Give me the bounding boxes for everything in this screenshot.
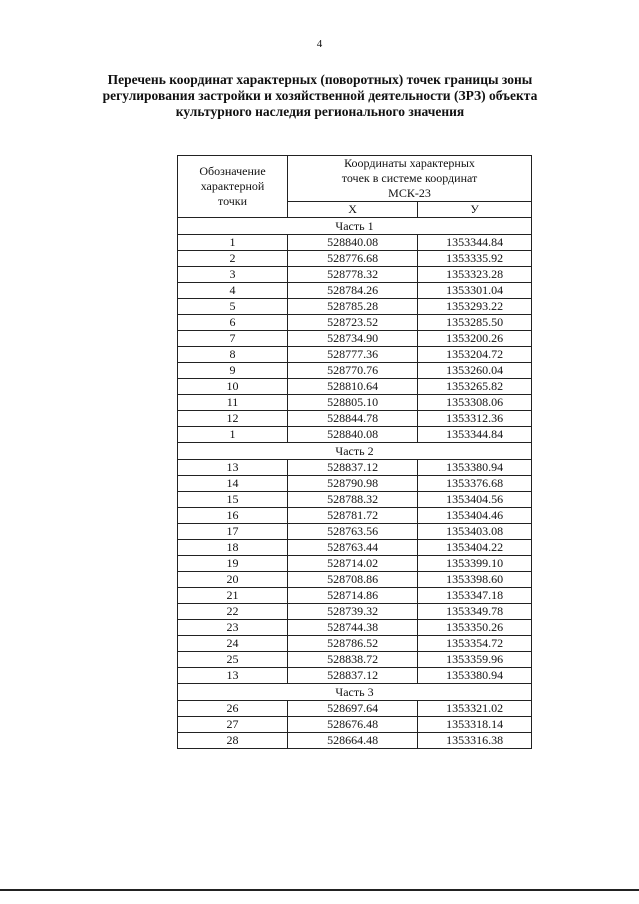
- y-cell: 1353335.92: [418, 251, 532, 267]
- table-row: [178, 379, 532, 395]
- y-cell: 1353404.22: [418, 540, 532, 556]
- x-cell: 528744.38: [288, 620, 418, 636]
- page-number: 4: [316, 38, 323, 50]
- table-row: [178, 476, 532, 492]
- x-cell: 528777.36: [288, 347, 418, 363]
- y-cell: 1353321.02: [418, 701, 532, 717]
- point-cell: 25: [178, 652, 288, 668]
- table-row: [178, 267, 532, 283]
- y-cell: 1353347.18: [418, 588, 532, 604]
- y-cell: 1353285.50: [418, 315, 532, 331]
- x-cell: 528784.26: [288, 283, 418, 299]
- x-cell: 528785.28: [288, 299, 418, 315]
- header-point-designation: [178, 156, 288, 218]
- table-body: [178, 218, 532, 749]
- x-cell: 528810.64: [288, 379, 418, 395]
- y-cell: 1353260.04: [418, 363, 532, 379]
- table-row: [178, 524, 532, 540]
- table-row: [178, 620, 532, 636]
- point-cell: 11: [178, 395, 288, 411]
- y-cell: 1353398.60: [418, 572, 532, 588]
- table-row: [178, 283, 532, 299]
- point-cell: 27: [178, 717, 288, 733]
- point-cell: 3: [178, 267, 288, 283]
- x-cell: 528837.12: [288, 460, 418, 476]
- table-row: [178, 299, 532, 315]
- table-row: [178, 588, 532, 604]
- x-cell: 528697.64: [288, 701, 418, 717]
- x-cell: 528676.48: [288, 717, 418, 733]
- title-line: регулирования застройки и хозяйственной деятельности (ЗРЗ) объекта: [102, 88, 538, 103]
- table-row: [178, 395, 532, 411]
- y-cell: 1353399.10: [418, 556, 532, 572]
- header-text: характерной: [200, 179, 265, 193]
- table-row: [178, 492, 532, 508]
- part-header-row: [178, 684, 532, 701]
- x-cell: 528739.32: [288, 604, 418, 620]
- y-cell: 1353323.28: [418, 267, 532, 283]
- point-cell: 12: [178, 411, 288, 427]
- y-cell: 1353404.56: [418, 492, 532, 508]
- y-cell: 1353344.84: [418, 235, 532, 251]
- x-cell: 528788.32: [288, 492, 418, 508]
- y-cell: 1353349.78: [418, 604, 532, 620]
- table-row: [178, 508, 532, 524]
- part-label: Часть 3: [178, 684, 532, 701]
- coordinates-table: [177, 155, 532, 749]
- header-text: точек в системе координат: [341, 171, 478, 185]
- y-cell: 1353380.94: [418, 460, 532, 476]
- table-row: [178, 235, 532, 251]
- point-cell: 1: [178, 235, 288, 251]
- point-cell: 7: [178, 331, 288, 347]
- table-row: [178, 701, 532, 717]
- table-row: [178, 540, 532, 556]
- header-text: Обозначение: [199, 164, 266, 178]
- point-cell: 4: [178, 283, 288, 299]
- point-cell: 14: [178, 476, 288, 492]
- title-line: Перечень координат характерных (поворотных) точек границы зоны: [107, 72, 533, 87]
- x-cell: 528770.76: [288, 363, 418, 379]
- title-line: культурного наследия регионального значения: [175, 104, 465, 119]
- x-cell: 528708.86: [288, 572, 418, 588]
- table-row: [178, 572, 532, 588]
- header-x: X: [288, 202, 418, 218]
- x-cell: 528776.68: [288, 251, 418, 267]
- y-cell: 1353403.08: [418, 524, 532, 540]
- x-cell: 528838.72: [288, 652, 418, 668]
- part-label: Часть 2: [178, 443, 532, 460]
- y-cell: 1353200.26: [418, 331, 532, 347]
- point-cell: 8: [178, 347, 288, 363]
- point-cell: 23: [178, 620, 288, 636]
- header-coordinates: [288, 156, 532, 202]
- table-row: [178, 363, 532, 379]
- table-row: [178, 411, 532, 427]
- x-cell: 528723.52: [288, 315, 418, 331]
- point-cell: 6: [178, 315, 288, 331]
- x-cell: 528763.56: [288, 524, 418, 540]
- point-cell: 22: [178, 604, 288, 620]
- y-cell: 1353293.22: [418, 299, 532, 315]
- y-cell: 1353359.96: [418, 652, 532, 668]
- table-row: [178, 347, 532, 363]
- point-cell: 18: [178, 540, 288, 556]
- header-y: У: [418, 202, 532, 218]
- y-cell: 1353350.26: [418, 620, 532, 636]
- point-cell: 9: [178, 363, 288, 379]
- y-cell: 1353204.72: [418, 347, 532, 363]
- document-title: [95, 72, 545, 120]
- point-cell: 24: [178, 636, 288, 652]
- y-cell: 1353354.72: [418, 636, 532, 652]
- y-cell: 1353312.36: [418, 411, 532, 427]
- x-cell: 528781.72: [288, 508, 418, 524]
- point-cell: 17: [178, 524, 288, 540]
- point-cell: 5: [178, 299, 288, 315]
- table-row: [178, 251, 532, 267]
- point-cell: 20: [178, 572, 288, 588]
- x-cell: 528714.02: [288, 556, 418, 572]
- part-header-row: [178, 443, 532, 460]
- point-cell: 13: [178, 668, 288, 684]
- table-row: [178, 733, 532, 749]
- point-cell: 19: [178, 556, 288, 572]
- point-cell: 28: [178, 733, 288, 749]
- table-row: [178, 636, 532, 652]
- x-cell: 528844.78: [288, 411, 418, 427]
- x-cell: 528664.48: [288, 733, 418, 749]
- x-cell: 528840.08: [288, 427, 418, 443]
- part-header-row: [178, 218, 532, 235]
- y-cell: 1353380.94: [418, 668, 532, 684]
- table-row: [178, 668, 532, 684]
- x-cell: 528790.98: [288, 476, 418, 492]
- x-cell: 528714.86: [288, 588, 418, 604]
- table-row: [178, 604, 532, 620]
- x-cell: 528763.44: [288, 540, 418, 556]
- x-cell: 528840.08: [288, 235, 418, 251]
- y-cell: 1353344.84: [418, 427, 532, 443]
- y-cell: 1353318.14: [418, 717, 532, 733]
- x-cell: 528805.10: [288, 395, 418, 411]
- header-text: МСК-23: [388, 186, 431, 200]
- y-cell: 1353308.06: [418, 395, 532, 411]
- point-cell: 26: [178, 701, 288, 717]
- table-row: [178, 717, 532, 733]
- point-cell: 10: [178, 379, 288, 395]
- table-row: [178, 652, 532, 668]
- table-row: [178, 427, 532, 443]
- point-cell: 15: [178, 492, 288, 508]
- table-row: [178, 460, 532, 476]
- x-cell: 528786.52: [288, 636, 418, 652]
- table-header: [178, 156, 532, 218]
- table-row: [178, 331, 532, 347]
- x-cell: 528734.90: [288, 331, 418, 347]
- y-cell: 1353404.46: [418, 508, 532, 524]
- point-cell: 16: [178, 508, 288, 524]
- x-cell: 528778.32: [288, 267, 418, 283]
- page-bottom-rule: [0, 889, 639, 891]
- x-cell: 528837.12: [288, 668, 418, 684]
- table-row: [178, 315, 532, 331]
- y-cell: 1353301.04: [418, 283, 532, 299]
- point-cell: 2: [178, 251, 288, 267]
- point-cell: 21: [178, 588, 288, 604]
- part-label: Часть 1: [178, 218, 532, 235]
- point-cell: 1: [178, 427, 288, 443]
- y-cell: 1353316.38: [418, 733, 532, 749]
- header-text: Координаты характерных: [344, 156, 475, 170]
- y-cell: 1353265.82: [418, 379, 532, 395]
- y-cell: 1353376.68: [418, 476, 532, 492]
- point-cell: 13: [178, 460, 288, 476]
- header-text: точки: [217, 194, 248, 208]
- table-row: [178, 556, 532, 572]
